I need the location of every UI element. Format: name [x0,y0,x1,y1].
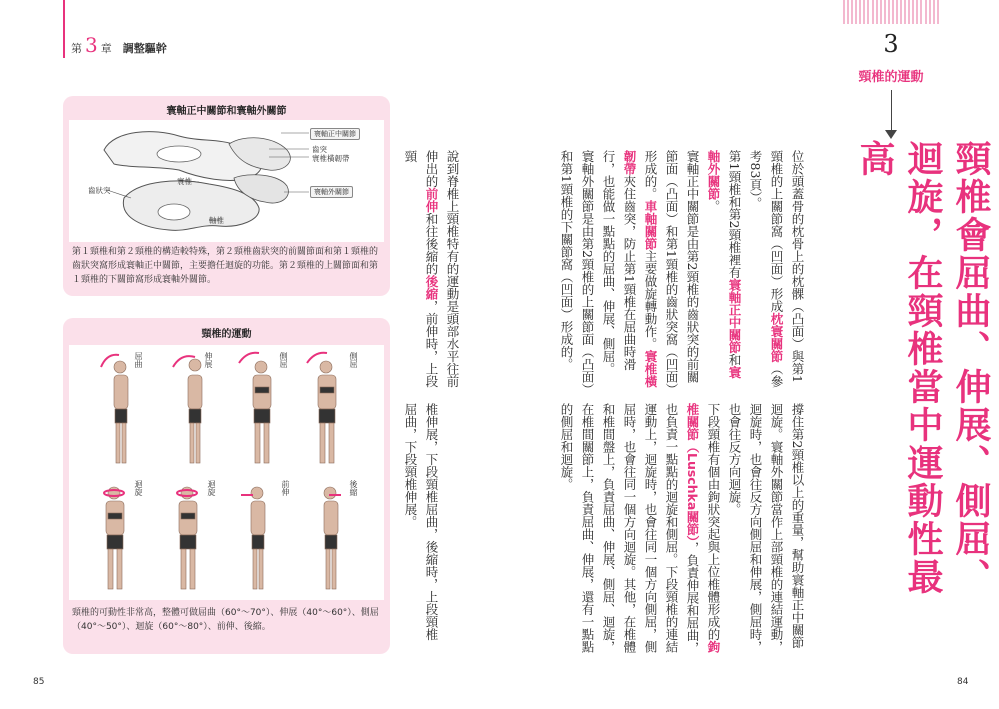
arrow-line [891,90,892,132]
text: 椎伸展，下段頸椎屈曲，後縮時，上段頸椎屈曲，下段頸椎伸展。 [403,403,439,641]
label-dens-process: 齒狀突 [88,186,111,195]
text: 寰軸外關節是由第2頸椎的上關節面（凸面）和第1頸椎的下關節窩（凹面）形成的。 [559,150,595,390]
term-highlight: 寰軸外關節 [706,150,742,379]
headline: 頸椎會屈曲、伸展、側屈、迴旋，在頸椎當中運動性最高 [854,140,991,596]
term-highlight: 寰椎橫韌帶 [622,150,658,388]
body-text-right-lower [556,403,808,655]
motion-label-rotation: 迴旋 [207,480,216,496]
text: ，負責伸展和屈曲，也負責一點點的迴旋和側屈。下段頸椎的連結運動上，迴旋時，也會往同一個方向側屈，側屈時，也會往同一個方向迴旋。其他，在椎體和椎間盤上，負責屈曲、伸展、側屈、迴旋，在椎間關節上，負責屈曲、伸展，還有一點點的側屈和迴旋。 [559,403,700,655]
body-text-left-upper [400,150,463,388]
label-axis: 軸椎 [209,216,224,225]
label-dens: 齒突 [312,145,327,154]
chapter-title: 調整驅幹 [122,42,167,55]
figure-title-motion: 頸椎的運動 [201,329,252,340]
text: 寰軸正中關節是由第2頸椎的齒狀突的前關節面（凸面）和第1頸椎的齒狀突窩（凹面）形成的。 [643,150,700,390]
term-highlight: 寰軸正中關節 [727,278,742,354]
chapter-suffix: 章 [100,42,112,55]
figure-title-joints: 寰軸正中關節和寰軸外關節 [166,106,287,117]
text: 。 [706,200,721,213]
text: 位於頭蓋骨的枕骨上的枕髁（凸面）與第1頸椎的上關節窩（凹面）形成 [769,150,805,383]
motion-figures [69,345,384,600]
label-atlas: 寰椎 [177,177,192,186]
text: （參考83頁）。 [748,150,784,388]
motion-label-rotation: 迴旋 [134,480,143,496]
chapter-header [71,33,167,57]
text: 主要做旋轉動作。 [643,250,658,350]
section-number: 3 [883,30,899,58]
page-number-left: 85 [33,677,45,687]
page-number-right: 84 [957,677,969,687]
term-highlight: 前伸 [424,187,439,213]
motion-label-retraction: 後縮 [349,480,358,496]
term-highlight: 鉤椎關節（Luschka關節） [685,403,721,653]
text: 夾住齒突，防止第1頸椎在屈曲時滑行，也能做一點點的屈曲、伸展、側屈。 [601,150,637,375]
text: 和往後縮的 [424,212,439,275]
header-accent-bar [63,0,65,58]
chapter-number: 3 [85,33,98,57]
arrow-down-icon [885,130,897,139]
motion-label-lateral-flexion: 側屈 [279,352,288,368]
term-highlight: 車軸關節 [643,200,658,250]
section-title: 頸椎的運動 [858,70,924,85]
motion-label-protraction: 前伸 [281,480,290,496]
term-highlight: 後縮 [424,275,439,300]
label-lateral-joint: 寰軸外關節 [310,186,353,198]
motion-label-lateral-flexion: 側屈 [349,352,358,368]
term-highlight: 枕寰關節 [769,312,784,363]
figure-caption-joints: 第１頸椎和第２頸椎的構造較特殊，第２頸椎齒狀突的前關節面和第１頸椎的齒狀突窩形成寰軸正中關節，主要擔任迴旋的功能。第２頸椎的上關節面和第１頸椎的下關節窩形成寰軸外關節。 [72,247,379,285]
text: 第1頸椎和第2頸椎裡有 [727,150,742,279]
chapter-prefix: 第 [71,42,82,55]
motion-label-extension: 伸展 [204,352,213,368]
body-text-right-upper [556,150,808,390]
body-text-left-lower [400,403,442,641]
text: 下段頸椎有個由鉤狀突起與上位椎體形成的 [706,403,721,641]
text: 撐住第2頸椎以上的重量，幫助寰軸正中關節迴旋。寰軸外關節當作上部頸椎的連結運動，迴旋時，也會往反方向側屈和伸展，側屈時，也會往反方向迴旋。 [727,403,805,653]
text: 說到脊椎上頸椎特有的運動是頭部水平往前伸出的 [424,150,460,388]
label-median-joint: 寰軸正中關節 [310,128,360,140]
label-ligament: 寰椎橫韌帶 [312,154,350,163]
text: 和 [727,353,742,366]
figure-caption-motion: 頸椎的可動性非常高，整體可做屈曲（60°〜70°）、伸展（40°〜60°）、側屈（40°〜50°）、迴旋（60°〜80°）、前伸、後縮。 [72,608,379,632]
motion-label-flexion: 屈曲 [134,352,143,368]
text: ，前伸時，上段頸 [403,150,439,388]
figure-panel-motion [69,345,384,600]
